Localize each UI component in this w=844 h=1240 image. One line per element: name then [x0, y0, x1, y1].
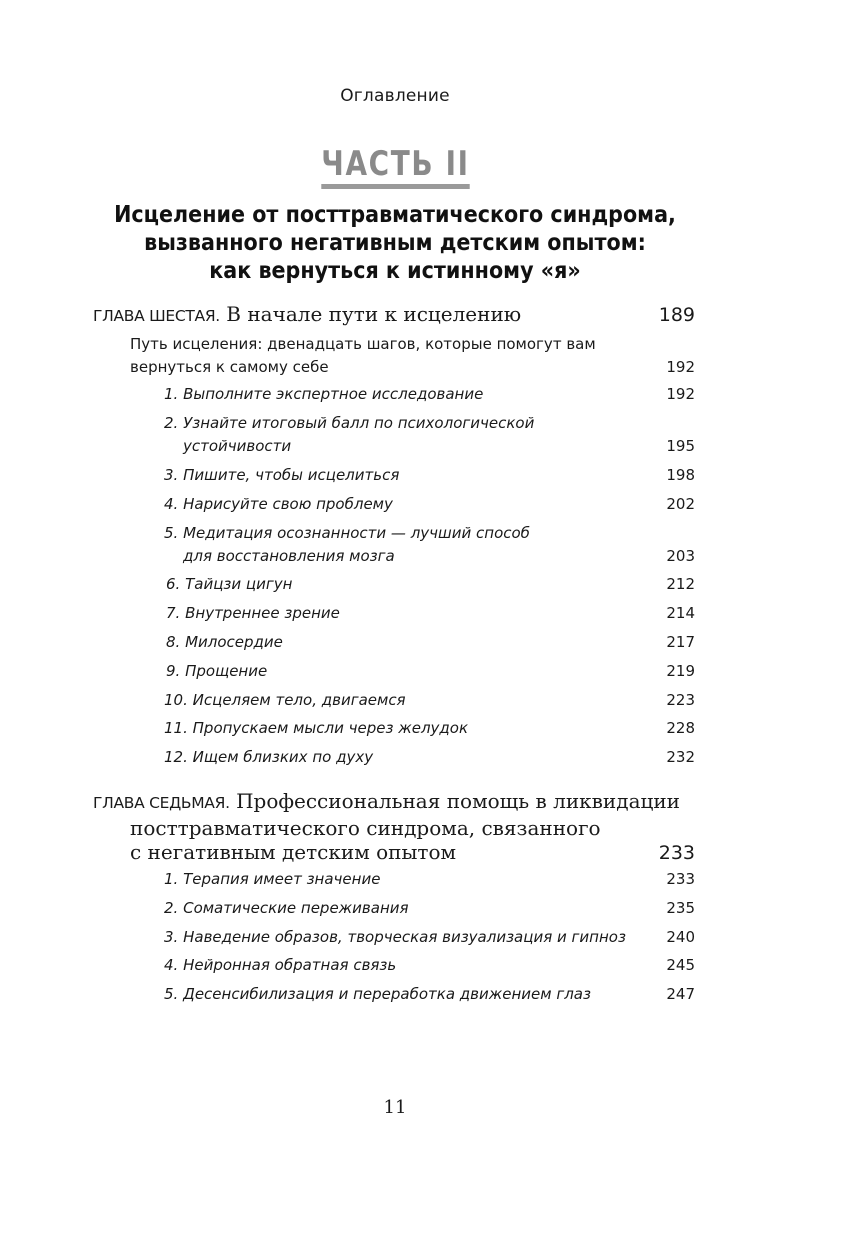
item-page-number: 192: [666, 385, 695, 403]
toc-item-entry[interactable]: [93, 868, 695, 891]
item-title: Соматические переживания: [183, 899, 409, 917]
item-page-number: 247: [666, 985, 695, 1003]
item-number: 11.: [164, 719, 188, 737]
item-page-number: 232: [666, 748, 695, 766]
item-title: Прощение: [185, 662, 268, 680]
item-title-cont: устойчивости: [183, 437, 292, 455]
chapter-prefix: ГЛАВА СЕДЬМАЯ.: [93, 794, 230, 812]
item-page-number: 223: [666, 691, 695, 709]
item-title: Пишите, чтобы исцелиться: [183, 466, 400, 484]
section-title-line: Путь исцеления: двенадцать шагов, которые помогут вам: [130, 335, 596, 353]
item-page-number: 214: [666, 604, 695, 622]
item-title: Узнайте итоговый балл по психологической: [183, 414, 535, 432]
toc-item-entry[interactable]: [93, 926, 695, 949]
chapter-6-entry[interactable]: [93, 302, 695, 329]
item-number: 4.: [164, 495, 179, 513]
chapter-page-number: 233: [658, 842, 695, 864]
toc-item-entry[interactable]: [93, 746, 695, 769]
part-title-line: Исцеление от посттравматического синдрома,: [114, 200, 676, 228]
item-number: 1.: [164, 870, 179, 888]
item-number: 7.: [166, 604, 181, 622]
toc-item-entry[interactable]: [93, 631, 695, 654]
item-title: Терапия имеет значение: [183, 870, 381, 888]
item-number: 9.: [166, 662, 181, 680]
item-number: 8.: [166, 633, 181, 651]
chapter-page-number: 189: [658, 304, 695, 326]
item-title: Медитация осознанности — лучший способ: [183, 524, 530, 542]
item-page-number: 195: [666, 437, 695, 455]
part-title-line: как вернуться к истинному «я»: [209, 256, 581, 284]
item-title: Милосердие: [185, 633, 283, 651]
toc-item-entry[interactable]: [93, 602, 695, 625]
chapter-prefix: ГЛАВА ШЕСТАЯ.: [93, 307, 220, 325]
item-number: 5.: [164, 524, 179, 542]
item-number: 3.: [164, 928, 179, 946]
toc-item-entry[interactable]: [93, 573, 695, 596]
item-title-cont: для восстановления мозга: [183, 547, 395, 565]
item-number: 2.: [164, 414, 179, 432]
toc-item-entry[interactable]: [93, 897, 695, 920]
chapter-title-cont: посттравматического синдрома, связанного: [130, 816, 601, 840]
item-number: 10.: [164, 691, 188, 709]
page-number: 11: [383, 1097, 407, 1118]
toc-item-entry[interactable]: [93, 717, 695, 740]
item-number: 5.: [164, 985, 179, 1003]
part-title-line: вызванного негативным детским опытом:: [144, 228, 646, 256]
item-title: Десенсибилизация и переработка движением глаз: [183, 985, 591, 1003]
toc-item-entry[interactable]: [93, 954, 695, 977]
item-title: Наведение образов, творческая визуализация и гипноз: [183, 928, 626, 946]
running-head: Оглавление: [340, 86, 450, 106]
item-title: Внутреннее зрение: [185, 604, 340, 622]
toc-item-entry[interactable]: [93, 983, 695, 1006]
item-page-number: 219: [666, 662, 695, 680]
item-number: 4.: [164, 956, 179, 974]
toc-item-entry[interactable]: [93, 464, 695, 487]
item-page-number: 245: [666, 956, 695, 974]
toc-section-entry[interactable]: [93, 333, 695, 379]
item-title: Пропускаем мысли через желудок: [192, 719, 469, 737]
section-title-line: вернуться к самому себе: [130, 358, 329, 376]
toc-item-entry[interactable]: [93, 689, 695, 712]
item-page-number: 240: [666, 928, 695, 946]
toc-item-entry[interactable]: [93, 522, 695, 568]
item-number: 6.: [166, 575, 181, 593]
toc-item-entry[interactable]: [93, 383, 695, 406]
item-number: 1.: [164, 385, 179, 403]
item-title: Выполните экспертное исследование: [183, 385, 484, 403]
chapter-title-cont: с негативным детским опытом: [130, 840, 457, 864]
item-page-number: 212: [666, 575, 695, 593]
toc-item-entry[interactable]: [93, 412, 695, 458]
item-number: 2.: [164, 899, 179, 917]
item-number: 12.: [164, 748, 188, 766]
item-page-number: 217: [666, 633, 695, 651]
item-page-number: 202: [666, 495, 695, 513]
item-page-number: 235: [666, 899, 695, 917]
item-title: Нейронная обратная связь: [183, 956, 397, 974]
item-title: Ищем близких по духу: [192, 748, 374, 766]
part-label-text: ЧАСТЬ II: [321, 146, 469, 189]
part-label: [0, 146, 790, 189]
chapter-title: В начале пути к исцелению: [226, 302, 522, 326]
chapter-7-entry[interactable]: [93, 789, 695, 866]
toc-item-entry[interactable]: [93, 660, 695, 683]
item-page-number: 228: [666, 719, 695, 737]
item-title: Тайцзи цигун: [185, 575, 293, 593]
section-page-number: 192: [666, 358, 695, 376]
part-title: [0, 200, 790, 284]
item-page-number: 203: [666, 547, 695, 565]
item-page-number: 233: [666, 870, 695, 888]
item-title: Исцеляем тело, двигаемся: [192, 691, 406, 709]
item-page-number: 198: [666, 466, 695, 484]
chapter-title: Профессиональная помощь в ликвидации: [236, 789, 681, 813]
item-number: 3.: [164, 466, 179, 484]
item-title: Нарисуйте свою проблему: [183, 495, 393, 513]
toc-item-entry[interactable]: [93, 493, 695, 516]
